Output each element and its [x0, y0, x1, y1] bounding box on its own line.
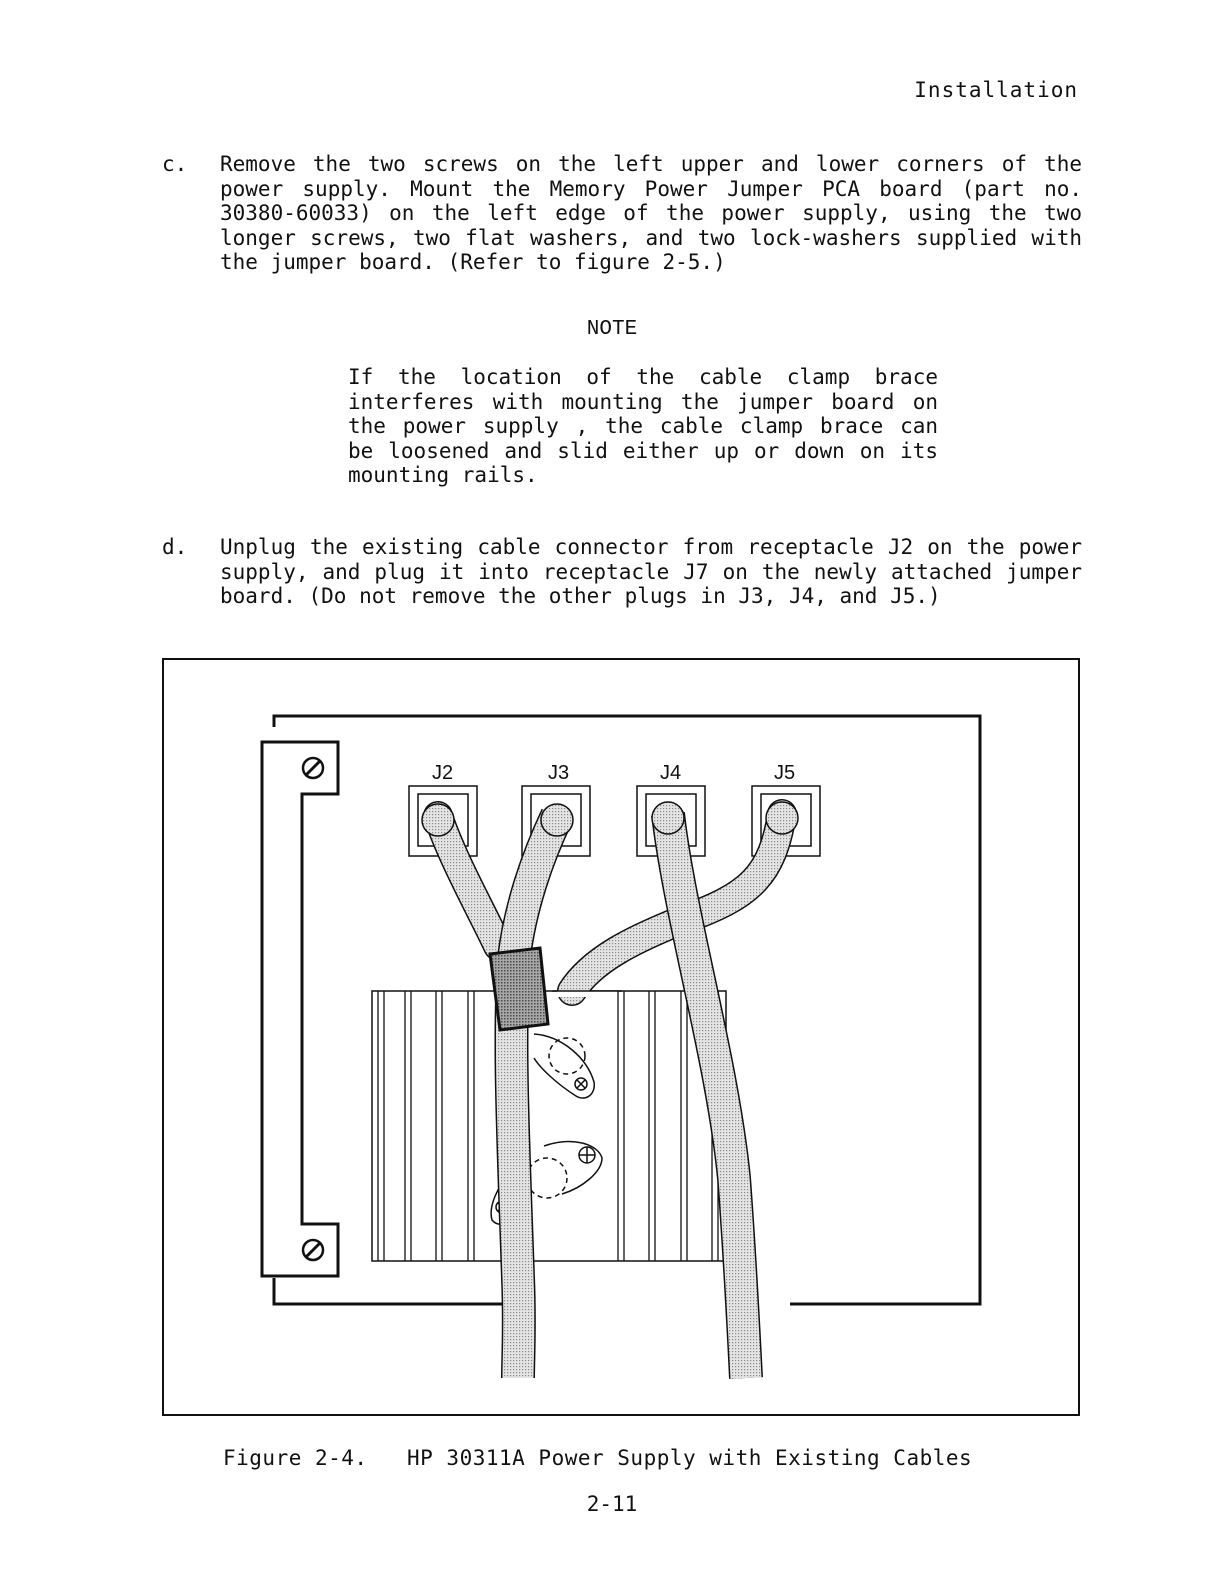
page-number: 2-11 [586, 1492, 638, 1516]
chassis-outline-bottom [274, 1278, 510, 1304]
receptacle-j5-label: J5 [774, 762, 796, 784]
step-c-letter: c. [162, 152, 188, 176]
cable-exit-mask [492, 1380, 782, 1414]
step-d [162, 535, 1082, 609]
step-d-letter: d. [162, 535, 188, 559]
note-body: If the location of the cable clamp brace interferes with mounting the jumper board on the power supply , the cable clamp brace can be loosened and slid either up or down on its mounting rails. [348, 365, 938, 487]
lower-screw-icon [303, 1240, 323, 1260]
note-title: NOTE [586, 318, 638, 341]
figure-caption: Figure 2-4. HP 30311A Power Supply with Existing Cables [223, 1446, 973, 1470]
lower-transistor-screw-plus-icon [579, 1147, 595, 1163]
cable-j5-mask [557, 991, 617, 997]
step-d-text: Unplug the existing cable connector from receptacle J2 on the power supply, and plug it into receptacle J7 on the newly attached jumper board. (Do not remove the other plugs in J3, J4, and J5.) [220, 535, 1082, 608]
heat-sink [372, 991, 726, 1261]
upper-screw-icon [303, 758, 323, 778]
cable-j4-plug-end [652, 802, 684, 834]
receptacle-j3-label: J3 [548, 762, 570, 784]
cable-j5-plug-end [766, 802, 798, 834]
power-supply-diagram [162, 658, 1080, 1416]
receptacle-j4-label: J4 [660, 762, 682, 784]
cable-clamp-brace [262, 742, 338, 1276]
step-c [162, 152, 1082, 275]
step-c-text: Remove the two screws on the left upper and lower corners of the power supply. Mount the Memory Power Jumper PCA board (part no. 30380-60033) on the left edge of the power supply, using the two longer screws, two flat washers, and two lock-washers supplied with the jumper board. (Refer to figure 2-5.) [220, 152, 1082, 274]
cable-j2-plug-end [422, 804, 454, 836]
upper-transistor-screw-icon [575, 1078, 587, 1090]
cable-tie [490, 948, 548, 1030]
cable-j3-plug-end [541, 804, 573, 836]
receptacle-j2-label: J2 [432, 762, 454, 784]
section-header: Installation [914, 78, 1078, 102]
power-supply-figure [162, 658, 1080, 1416]
